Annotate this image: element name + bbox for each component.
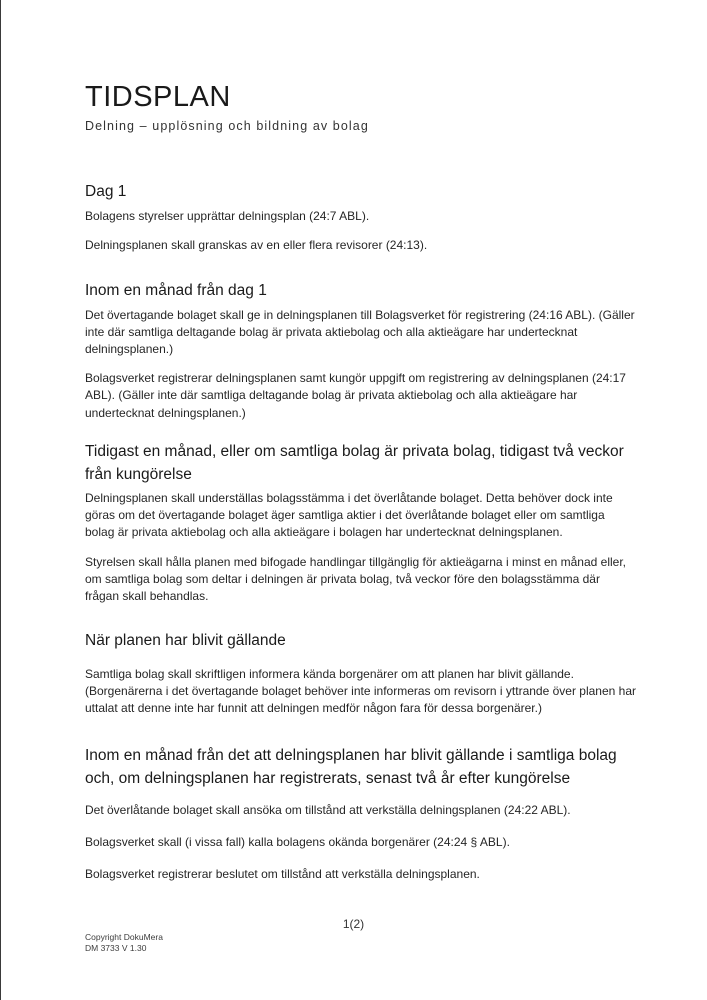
paragraph: Det överlåtande bolaget skall ansöka om tillstånd att verkställa delningsplanen (24:22 ABL). xyxy=(85,803,571,817)
paragraph: Bolagsverket skall (i vissa fall) kalla bolagens okända borgenärer (24:24 § ABL). xyxy=(85,835,510,850)
paragraph: Samtliga bolag skall skriftligen informera kända borgenärer om att planen har blivit gällande. (Borgenärerna i det övertagande bolaget behöver inte informeras om revisorn i yttrande över planen har uttalat att denne inte har funnit att delningen medför någon fara för dessa borgenärer.) xyxy=(85,666,636,715)
section-heading: Tidigast en månad, eller om samtliga bolag är privata bolag, tidigast två veckor från kungörelse xyxy=(85,443,624,483)
paragraph: Styrelsen skall hålla planen med bifogade handlingar tillgänglig för aktieägarna i minst en månad eller, om samtliga bolag som deltar i delningen är privata bolag, två veckor före den bolagsstämma där frågan skall behandlas. xyxy=(85,554,626,604)
paragraph: Delningsplanen skall underställas bolagsstämma i det överlåtande bolaget. Detta behöver dock inte göras om det övertagande bolaget äger samtliga aktier i det överlåtande bolaget eller om samtliga bolag är privata aktiebolag och alla aktieägare i bolagen har undertecknat delningsplanen. xyxy=(85,491,613,540)
document-subtitle: Delning – upplösning och bildning av bolag xyxy=(85,119,369,133)
section-inom-en-manad-fran-dag-1 xyxy=(85,280,637,434)
section-inom-en-manad-gallande xyxy=(85,745,637,899)
section-nar-planen-blivit-gallande xyxy=(85,630,637,729)
paragraph: Bolagsverket registrerar delningsplanen samt kungör uppgift om registrering av delningsplanen (24:17 ABL). (Gäller inte där samtliga deltagande bolag är privata aktiebolag och alla aktieägare har undertecknat delningsplanen.) xyxy=(85,371,626,420)
section-heading: Inom en månad från dag 1 xyxy=(85,282,267,299)
paragraph: Bolagsverket registrerar beslutet om tillstånd att verkställa delningsplanen. xyxy=(85,867,480,882)
paragraph: Delningsplanen skall granskas av en eller flera revisorer (24:13). xyxy=(85,237,428,252)
section-dag-1 xyxy=(85,181,637,266)
section-tidigast-en-manad xyxy=(85,441,637,617)
page-number: 1(2) xyxy=(342,917,365,931)
document-title: TIDSPLAN xyxy=(85,81,231,113)
section-heading: Dag 1 xyxy=(85,183,127,200)
document-version: DM 3733 V 1.30 xyxy=(85,943,147,953)
section-heading: När planen har blivit gällande xyxy=(85,632,286,649)
footer-copyright xyxy=(85,932,163,954)
section-heading: Inom en månad från det att delningsplanen har blivit gällande i samtliga bolag och, om delningsplanen har registrerats, senast två år efter kungörelse xyxy=(85,747,617,787)
paragraph: Det övertagande bolaget skall ge in delningsplanen till Bolagsverket för registrering (24:16 ABL). (Gäller inte där samtliga deltagande bolag är privata aktiebolag och alla aktieägare har undertecknat delningsplanen.) xyxy=(85,307,635,356)
paragraph: Bolagens styrelser upprättar delningsplan (24:7 ABL). xyxy=(85,208,370,223)
copyright-line: Copyright DokuMera xyxy=(85,932,163,942)
scan-edge-line xyxy=(0,0,1,1000)
